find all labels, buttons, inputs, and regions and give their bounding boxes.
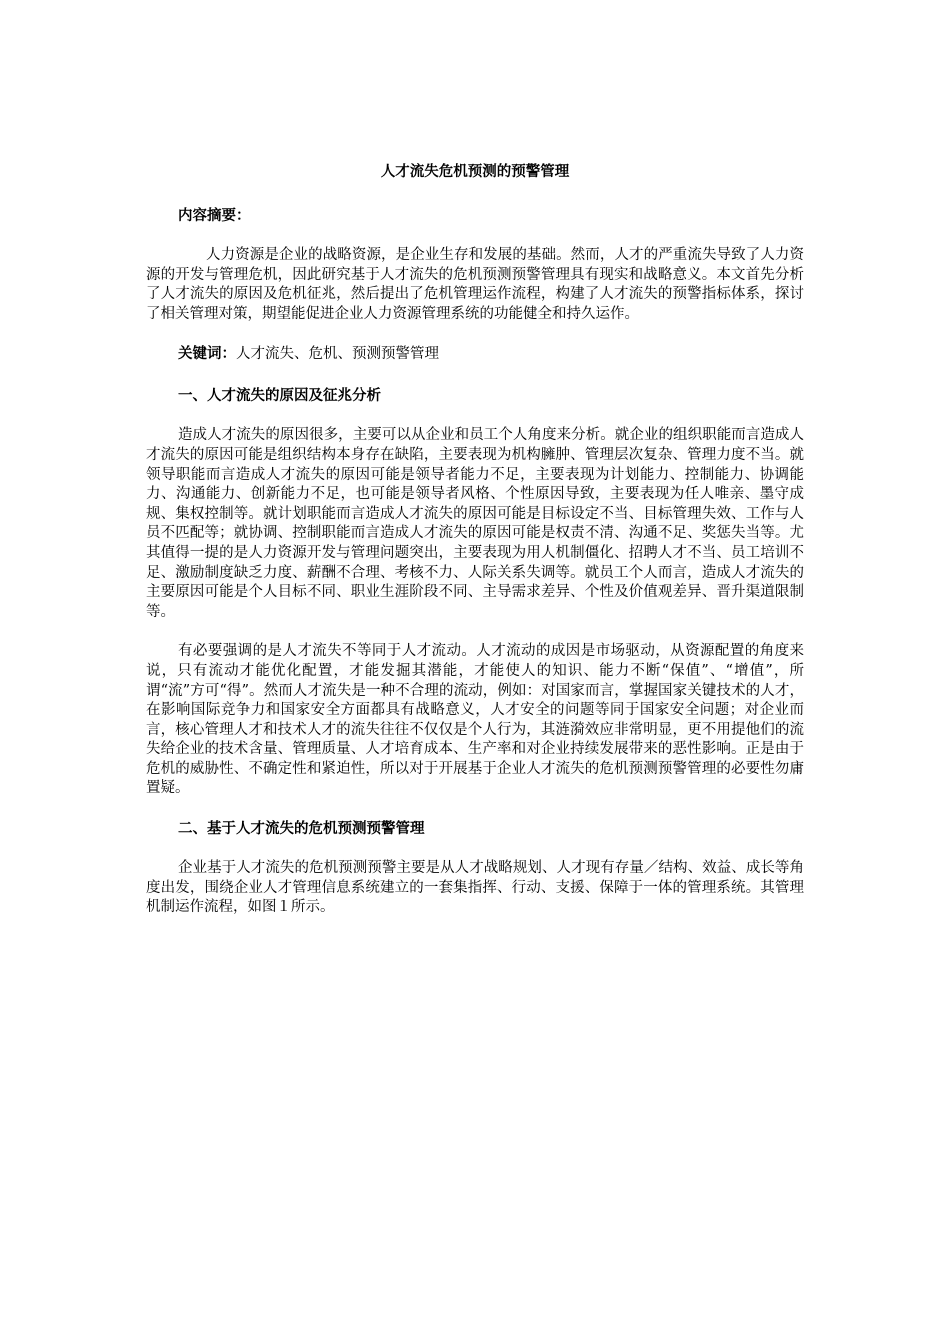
section-2-paragraph-1: 企业基于人才流失的危机预测预警主要是从人才战略规划、人才现有存量／结构、效益、成长等角度出发，围绕企业人才管理信息系统建立的一套集指挥、行动、支援、保障于一体的管理系统。其管理机制运作流程，如图１所示。 <box>146 860 804 916</box>
keywords-line <box>178 344 804 364</box>
abstract-heading: 内容摘要： <box>178 208 251 224</box>
keywords-text: 人才流失、危机、预测预警管理 <box>236 346 439 363</box>
section-2-heading: 二、基于人才流失的危机预测预警管理 <box>178 821 425 838</box>
keywords-label: 关键词： <box>178 346 236 363</box>
section-1-heading: 一、人才流失的原因及征兆分析 <box>178 388 381 405</box>
document-body <box>146 162 804 938</box>
document-title: 人才流失危机预测的预警管理 <box>380 164 570 180</box>
abstract-paragraph: 人力资源是企业的战略资源，是企业生存和发展的基础。然而，人才的严重流失导致了人力资源的开发与管理危机，因此研究基于人才流失的危机预测预警管理具有现实和战略意义。本文首先分析了人才流失的原因及危机征兆，然后提出了危机管理运作流程，构建了人才流失的预警指标体系，探讨了相关管理对策，期望能促进企业人力资源管理系统的功能健全和持久运作。 <box>146 247 804 322</box>
section-1-paragraph-1: 造成人才流失的原因很多，主要可以从企业和员工个人角度来分析。就企业的组织职能而言造成人才流失的原因可能是组织结构本身存在缺陷，主要表现为机构臃肿、管理层次复杂、管理力度不当。就领导职能而言造成人才流失的原因可能是领导者能力不足，主要表现为计划能力、控制能力、协调能力、沟通能力、创新能力不足，也可能是领导者风格、个性原因导致，主要表现为任人唯亲、墨守成规、集权控制等。就计划职能而言造成人才流失的原因可能是目标设定不当、目标管理失效、工作与人员不匹配等；就协调、控制职能而言造成人才流失的原因可能是权责不清、沟通不足、奖惩失当等。尤其值得一提的是人力资源开发与管理问题突出，主要表现为用人机制僵化、招聘人才不当、员工培训不足、激励制度缺乏力度、薪酬不合理、考核不力、人际关系失调等。就员工个人而言，造成人才流失的主要原因可能是个人目标不同、职业生涯阶段不同、主导需求差异、个性及价值观差异、晋升渠道限制等。 <box>146 427 804 620</box>
section-1-paragraph-2: 有必要强调的是人才流失不等同于人才流动。人才流动的成因是市场驱动，从资源配置的角度来说，只有流动才能优化配置，才能发掘其潜能，才能使人的知识、能力不断“保值”、“增值”，所谓“流”方可“得”。然而人才流失是一种不合理的流动，例如：对国家而言，掌握国家关键技术的人才，在影响国际竞争力和国家安全方面都具有战略意义，人才安全的问题等同于国家安全问题；对企业而言，核心管理人才和技术人才的流失往往不仅仅是个人行为，其涟漪效应非常明显，更不用提他们的流失给企业的技术含量、管理质量、人才培育成本、生产率和对企业持续发展带来的恶性影响。正是由于危机的威胁性、不确定性和紧迫性，所以对于开展基于企业人才流失的危机预测预警管理的必要性勿庸置疑。 <box>146 643 804 797</box>
